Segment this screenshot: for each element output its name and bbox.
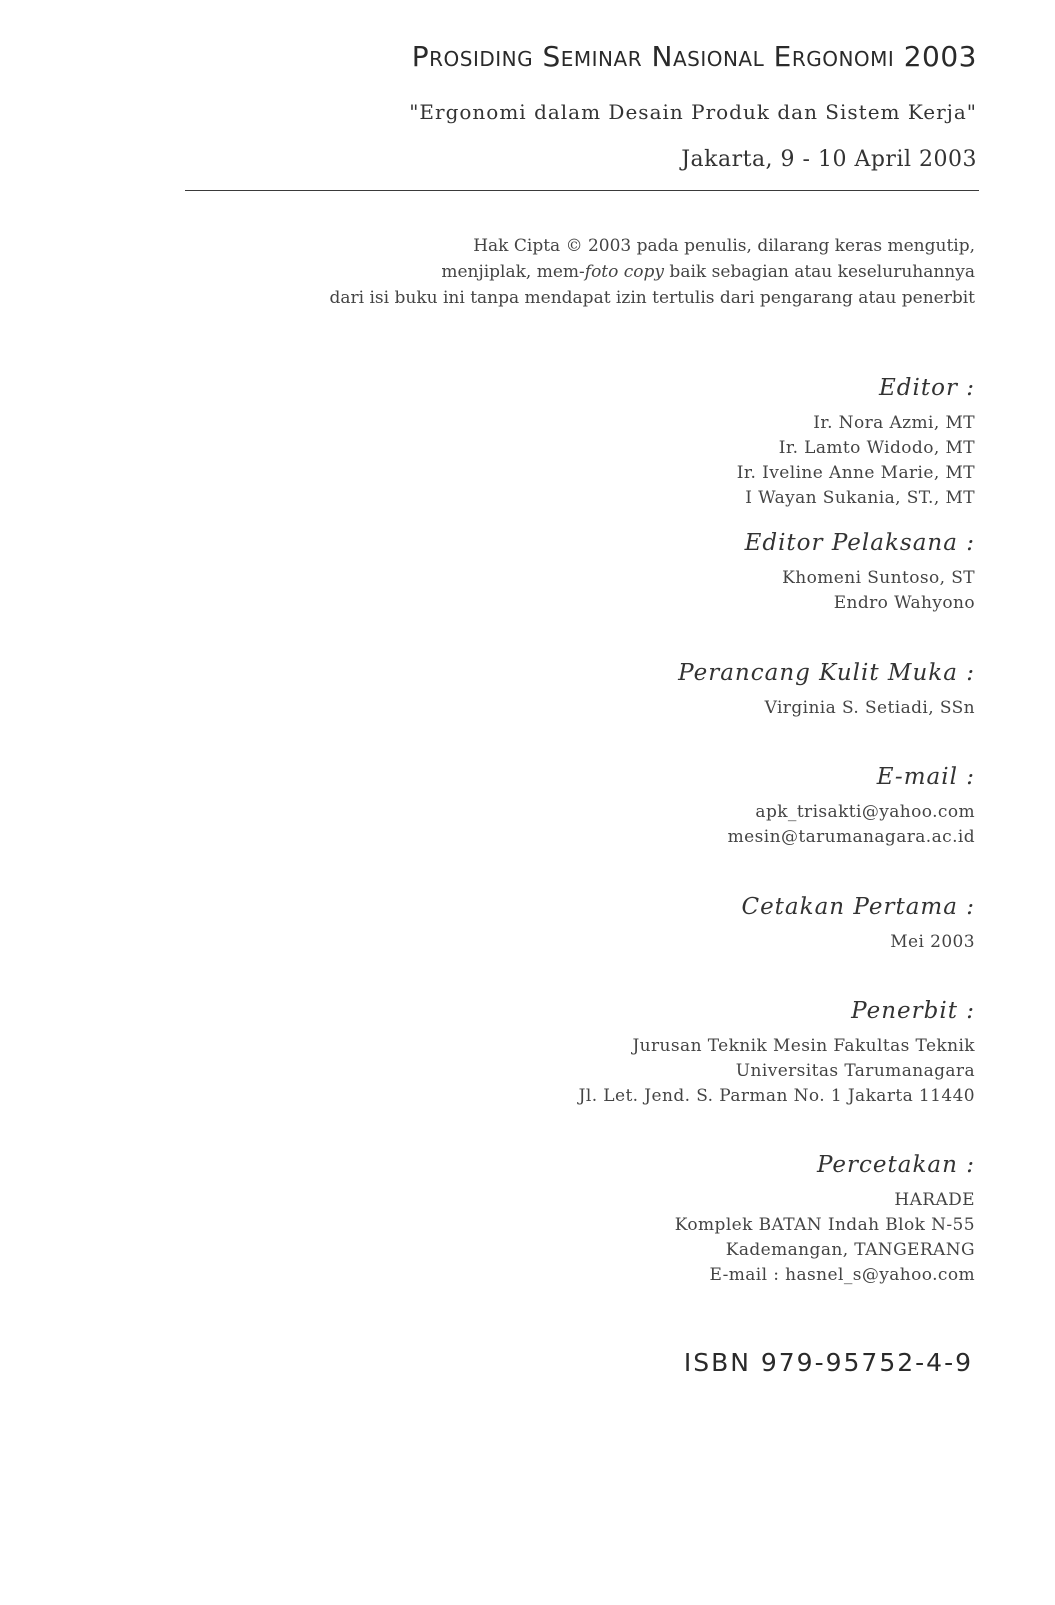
copyright-notice bbox=[330, 233, 976, 311]
editor-pelaksana-section bbox=[745, 530, 975, 616]
email-heading: E-mail : bbox=[876, 764, 975, 790]
percetakan-line: Komplek BATAN Indah Blok N-55 bbox=[674, 1215, 975, 1235]
isbn-number: ISBN 979-95752-4-9 bbox=[683, 1348, 973, 1377]
cetakan-heading: Cetakan Pertama : bbox=[741, 894, 975, 920]
penerbit-line: Jl. Let. Jend. S. Parman No. 1 Jakarta 11440 bbox=[578, 1086, 975, 1106]
perancang-name: Virginia S. Setiadi, SSn bbox=[764, 698, 975, 718]
editor-pelaksana-name: Khomeni Suntoso, ST bbox=[782, 568, 975, 588]
editor-name: Ir. Nora Azmi, MT bbox=[813, 413, 975, 433]
proceedings-title: Prosiding Seminar Nasional Ergonomi 2003 bbox=[411, 40, 977, 73]
percetakan-section bbox=[675, 1152, 975, 1288]
copyright-line-1: Hak Cipta © 2003 pada penulis, dilarang keras mengutip, bbox=[473, 236, 975, 256]
perancang-heading: Perancang Kulit Muka : bbox=[678, 660, 975, 686]
cetakan-date: Mei 2003 bbox=[890, 932, 975, 952]
penerbit-line: Jurusan Teknik Mesin Fakultas Teknik bbox=[632, 1036, 975, 1056]
penerbit-heading: Penerbit : bbox=[851, 998, 975, 1024]
percetakan-heading: Percetakan : bbox=[816, 1152, 975, 1178]
editor-name: Ir. Iveline Anne Marie, MT bbox=[736, 463, 975, 483]
email-address: mesin@tarumanagara.ac.id bbox=[727, 827, 975, 847]
penerbit-line: Universitas Tarumanagara bbox=[735, 1061, 975, 1081]
editor-pelaksana-name: Endro Wahyono bbox=[833, 593, 975, 613]
cetakan-section bbox=[741, 894, 975, 955]
email-address: apk_trisakti@yahoo.com bbox=[755, 802, 975, 822]
seminar-date: Jakarta, 9 - 10 April 2003 bbox=[681, 147, 977, 172]
perancang-section bbox=[678, 660, 975, 721]
seminar-theme: "Ergonomi dalam Desain Produk dan Sistem Kerja" bbox=[409, 100, 977, 124]
penerbit-section bbox=[579, 998, 975, 1109]
copyright-line-2-italic: foto copy bbox=[584, 262, 665, 282]
copyright-line-3: dari isi buku ini tanpa mendapat izin tertulis dari pengarang atau penerbit bbox=[329, 288, 975, 308]
percetakan-line: Kademangan, TANGERANG bbox=[725, 1240, 975, 1260]
editor-section bbox=[737, 375, 975, 511]
percetakan-line: HARADE bbox=[894, 1190, 975, 1210]
email-section bbox=[728, 764, 975, 850]
copyright-line-2-prefix: menjiplak, mem- bbox=[441, 262, 585, 282]
editor-heading: Editor : bbox=[878, 375, 975, 401]
editor-name: Ir. Lamto Widodo, MT bbox=[778, 438, 975, 458]
editor-name: I Wayan Sukania, ST., MT bbox=[745, 488, 975, 508]
copyright-line-2-suffix: baik sebagian atau keseluruhannya bbox=[664, 262, 975, 282]
editor-pelaksana-heading: Editor Pelaksana : bbox=[744, 530, 975, 556]
header-divider bbox=[185, 190, 979, 191]
percetakan-line: E-mail : hasnel_s@yahoo.com bbox=[709, 1265, 975, 1285]
copyright-line-2 bbox=[330, 259, 976, 285]
